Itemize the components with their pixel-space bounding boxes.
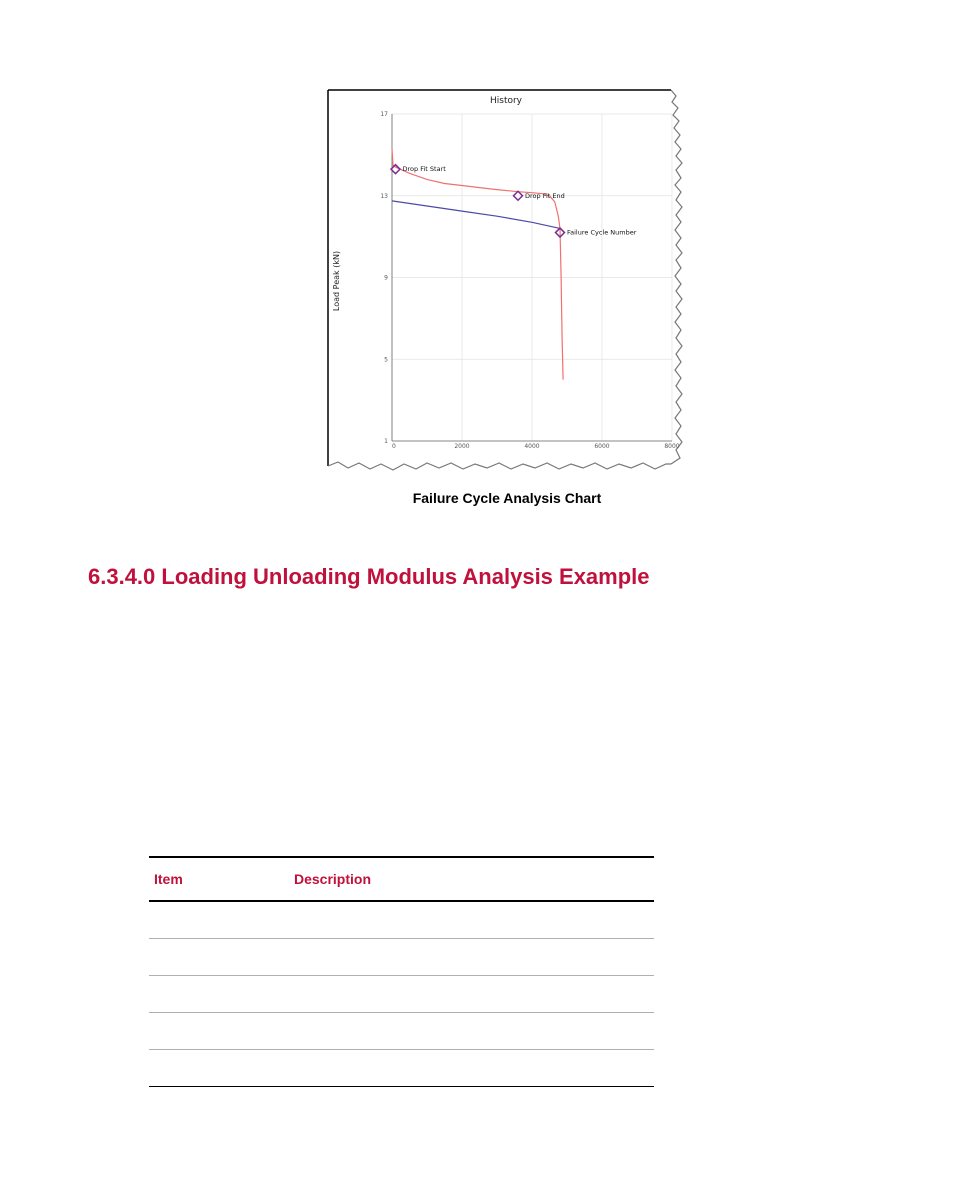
cell-item [149,1013,294,1050]
cell-item [149,976,294,1013]
cell-description [294,1050,654,1087]
items-table [149,856,654,1087]
annotation-label: Failure Cycle Number [567,228,637,237]
column-header-item: Item [149,857,294,901]
section-heading: 6.3.4.0 Loading Unloading Modulus Analysis Example [88,564,650,589]
column-header-description: Description [294,857,654,901]
y-axis-label: Load Peak (kN) [332,250,341,312]
y-tick-label: 5 [384,356,388,364]
table-row [149,939,654,976]
table-row [149,1013,654,1050]
y-tick-label: 9 [384,274,388,282]
figure-caption: Failure Cycle Analysis Chart [412,490,602,506]
history-chart [326,88,688,478]
x-tick-label: 8000 [664,443,680,450]
y-tick-label: 1 [384,438,388,445]
chart-title: History [489,96,523,106]
y-tick-label: 13 [380,192,388,200]
cell-item [149,901,294,939]
cell-description [294,901,654,939]
table-row [149,976,654,1013]
x-tick-label: 6000 [594,443,610,450]
x-tick-label: 4000 [524,443,540,450]
table-header-row [149,857,654,901]
y-tick-label: 17 [380,111,388,118]
annotation-label: Drop Fit Start [402,165,446,174]
cell-description [294,976,654,1013]
cell-description [294,1013,654,1050]
annotation-label: Drop Fit End [525,191,565,200]
cell-item [149,1050,294,1087]
x-tick-label: 0 [392,443,396,450]
table-row [149,1050,654,1087]
table-row [149,901,654,939]
cell-item [149,939,294,976]
table-body [149,901,654,1087]
x-tick-label: 2000 [454,443,470,450]
cell-description [294,939,654,976]
failure-cycle-chart-figure [326,88,688,478]
